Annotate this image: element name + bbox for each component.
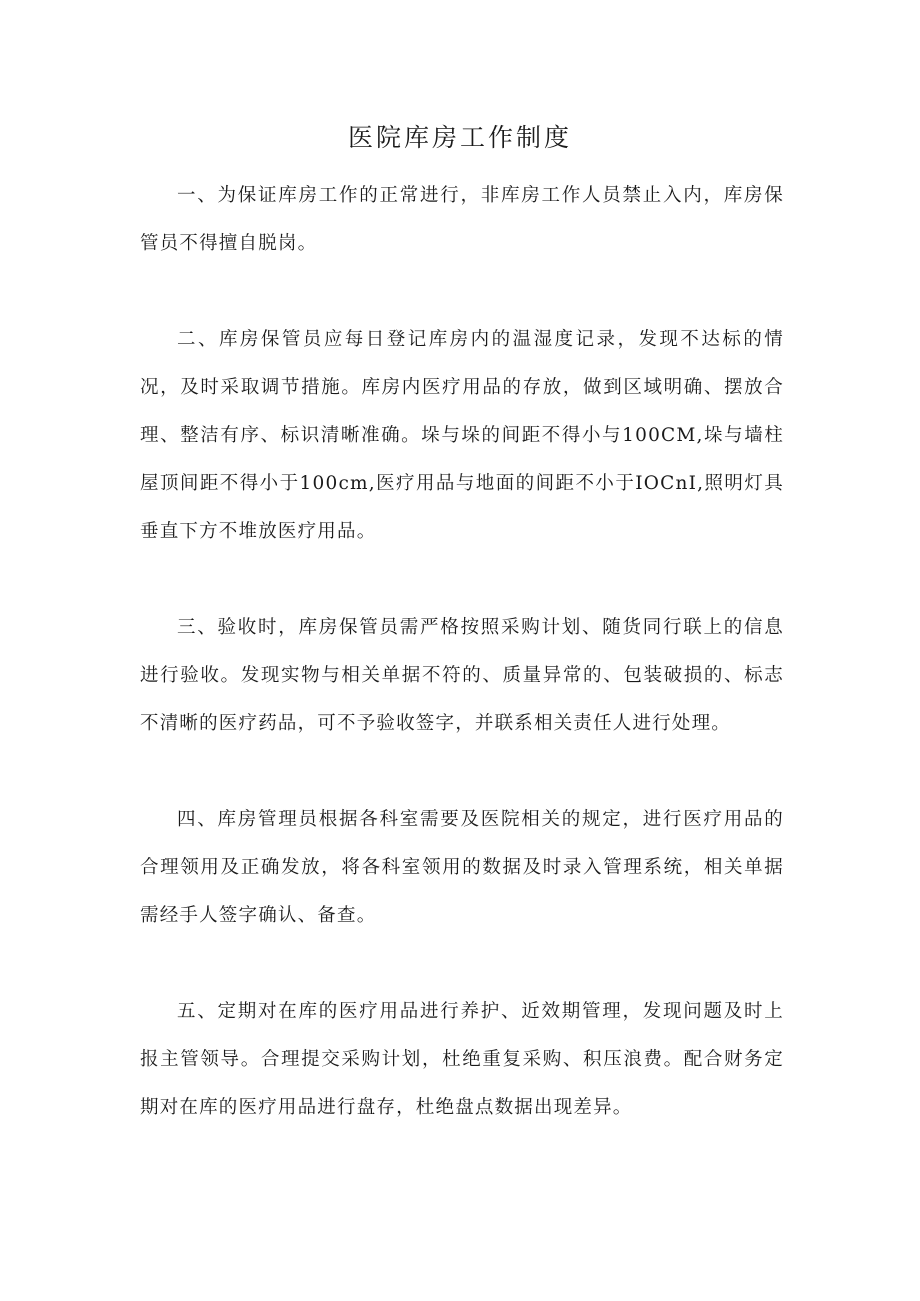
- paragraph-4: 四、库房管理员根据各科室需要及医院相关的规定，进行医疗用品的合理领用及正确发放，将各科室领用的数据及时录入管理系统，相关单据需经手人签字确认、备查。: [140, 809, 784, 926]
- document-body: [140, 172, 784, 1132]
- paragraph-2: 二、库房保管员应每日登记库房内的温湿度记录，发现不达标的情况，及时采取调节措施。库房内医疗用品的存放，做到区域明确、摆放合理、整洁有序、标识清晰准确。垛与垛的间距不得小与100CM,垛与墙柱屋顶间距不得小于100cm,医疗用品与地面的间距不小于IOCnI,照明灯具垂直下方不堆放医疗用品。: [140, 329, 784, 542]
- paragraph-3: 三、验收时，库房保管员需严格按照采购计划、随货同行联上的信息进行验收。发现实物与相关单据不符的、质量异常的、包装破损的、标志不清晰的医疗药品，可不予验收签字，并联系相关责任人进行处理。: [140, 617, 784, 734]
- document-title: 医院库房工作制度: [347, 123, 572, 152]
- paragraph-1: 一、为保证库房工作的正常进行，非库房工作人员禁止入内，库房保管员不得擅自脱岗。: [140, 185, 784, 254]
- paragraph-5: 五、定期对在库的医疗用品进行养护、近效期管理，发现问题及时上报主管领导。合理提交采购计划，杜绝重复采购、积压浪费。配合财务定期对在库的医疗用品进行盘存，杜绝盘点数据出现差异。: [140, 1001, 784, 1118]
